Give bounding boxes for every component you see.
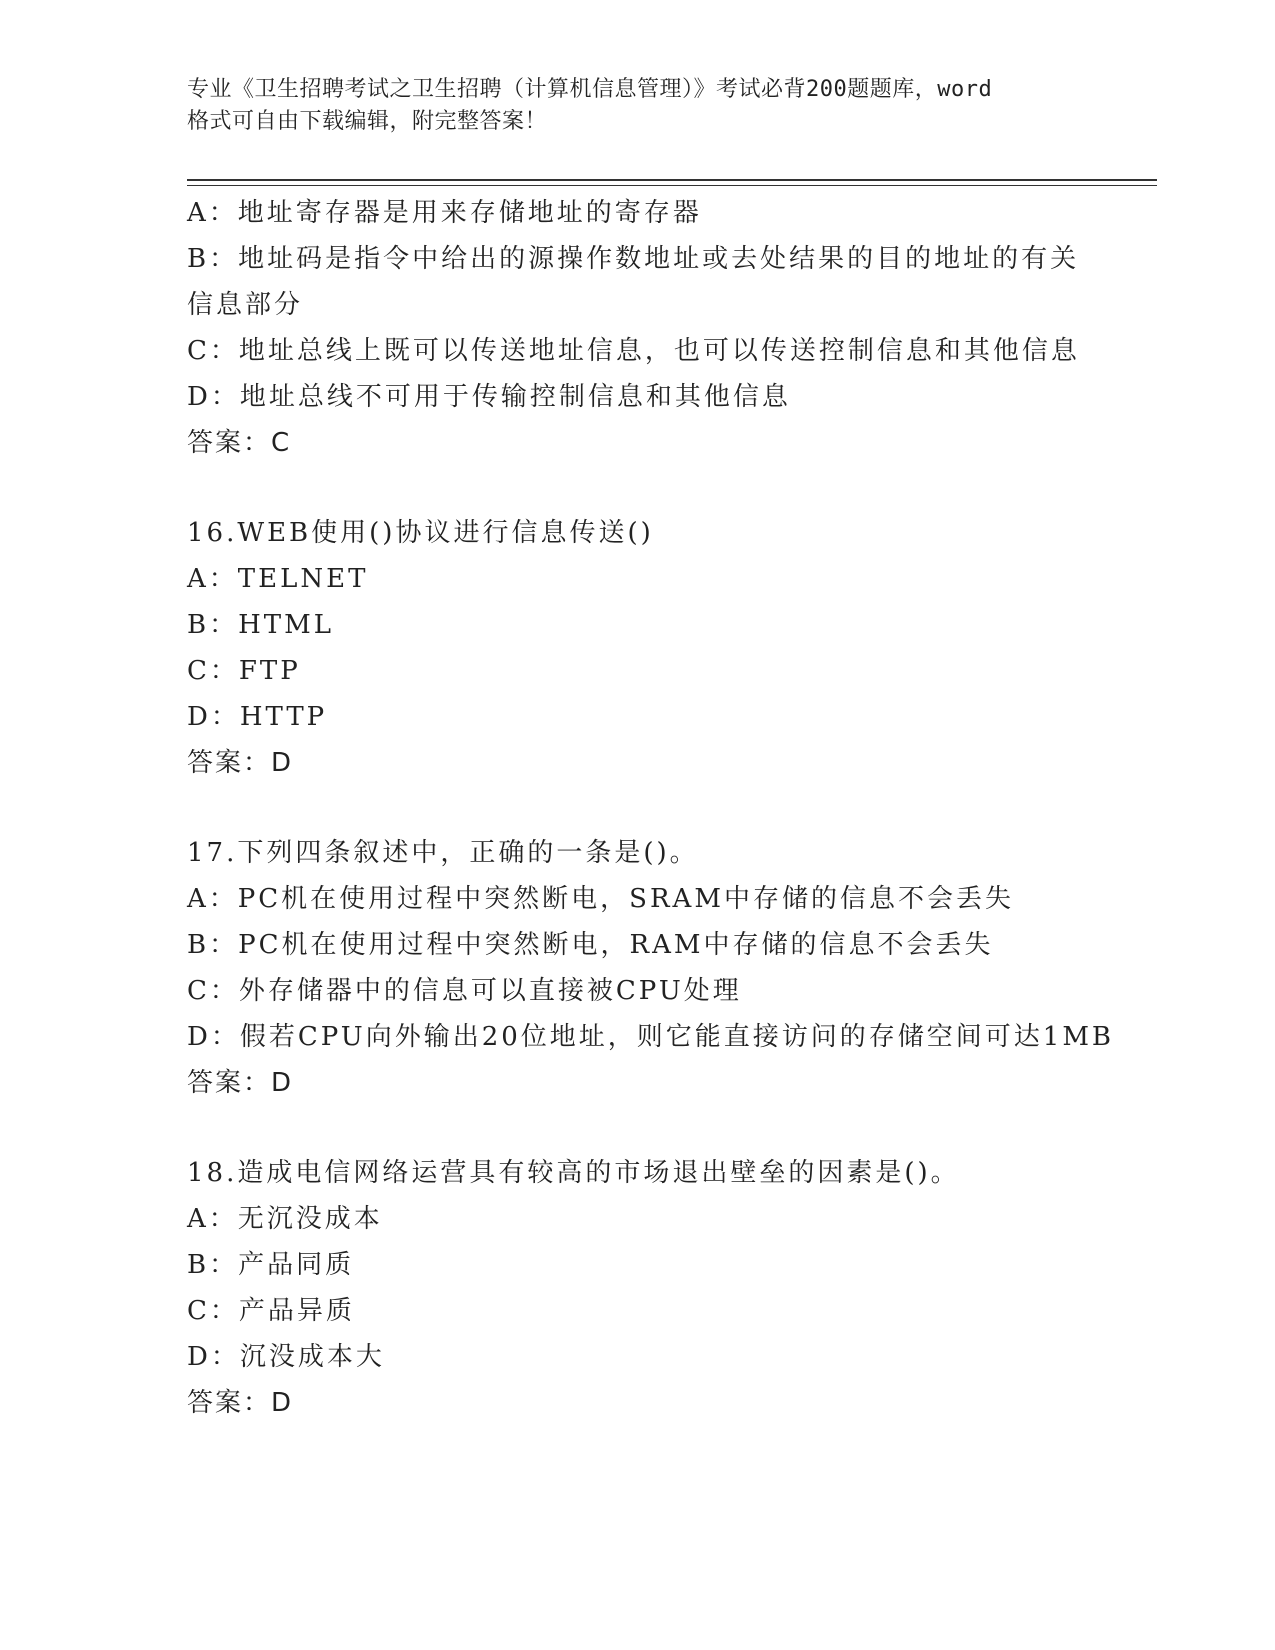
header-divider-top — [187, 179, 1157, 181]
document-header — [187, 74, 1087, 138]
option-c: C：地址总线上既可以传送地址信息，也可以传送控制信息和其他信息 — [187, 336, 1080, 366]
option-c: C：产品异质 — [187, 1296, 355, 1326]
option-d: D：假若CPU向外输出20位地址，则它能直接访问的存储空间可达1MB — [187, 1022, 1115, 1052]
answer-17: 答案：D — [187, 1068, 294, 1098]
option-a: A：地址寄存器是用来存储地址的寄存器 — [187, 198, 702, 228]
option-d: D：地址总线不可用于传输控制信息和其他信息 — [187, 382, 791, 412]
question-16 — [187, 510, 1087, 786]
question-18-stem: 18.造成电信网络运营具有较高的市场退出壁垒的因素是()。 — [187, 1158, 960, 1188]
question-16-stem: 16.WEB使用()协议进行信息传送() — [187, 518, 654, 548]
question-18 — [187, 1150, 1087, 1426]
option-d: D：沉没成本大 — [187, 1342, 385, 1372]
option-c: C：FTP — [187, 656, 301, 686]
answer-18: 答案：D — [187, 1388, 294, 1418]
header-divider-bottom — [187, 185, 1157, 186]
option-b: B：地址码是指令中给出的源操作数地址或去处结果的目的地址的有关 — [187, 244, 1080, 274]
answer-16: 答案：D — [187, 748, 294, 778]
option-d: D：HTTP — [187, 702, 328, 732]
option-a: A：TELNET — [187, 564, 369, 594]
question-17-stem: 17.下列四条叙述中，正确的一条是()。 — [187, 838, 699, 868]
option-b: B：PC机在使用过程中突然断电，RAM中存储的信息不会丢失 — [187, 930, 994, 960]
answer-15: 答案：C — [187, 428, 292, 458]
question-list — [187, 190, 1115, 1426]
question-15 — [187, 190, 1087, 466]
option-b: B：产品同质 — [187, 1250, 355, 1280]
option-a: A：无沉没成本 — [187, 1204, 383, 1234]
header-line-2: 格式可自由下载编辑，附完整答案！ — [187, 109, 548, 134]
question-17 — [187, 830, 1115, 1106]
header-line-1: 专业《卫生招聘考试之卫生招聘（计算机信息管理）》考试必背200题题库，word — [187, 77, 993, 102]
option-b: B：HTML — [187, 610, 335, 640]
option-a: A：PC机在使用过程中突然断电，SRAM中存储的信息不会丢失 — [187, 884, 1014, 914]
option-b-continued: 信息部分 — [187, 290, 304, 320]
option-c: C：外存储器中的信息可以直接被CPU处理 — [187, 976, 742, 1006]
